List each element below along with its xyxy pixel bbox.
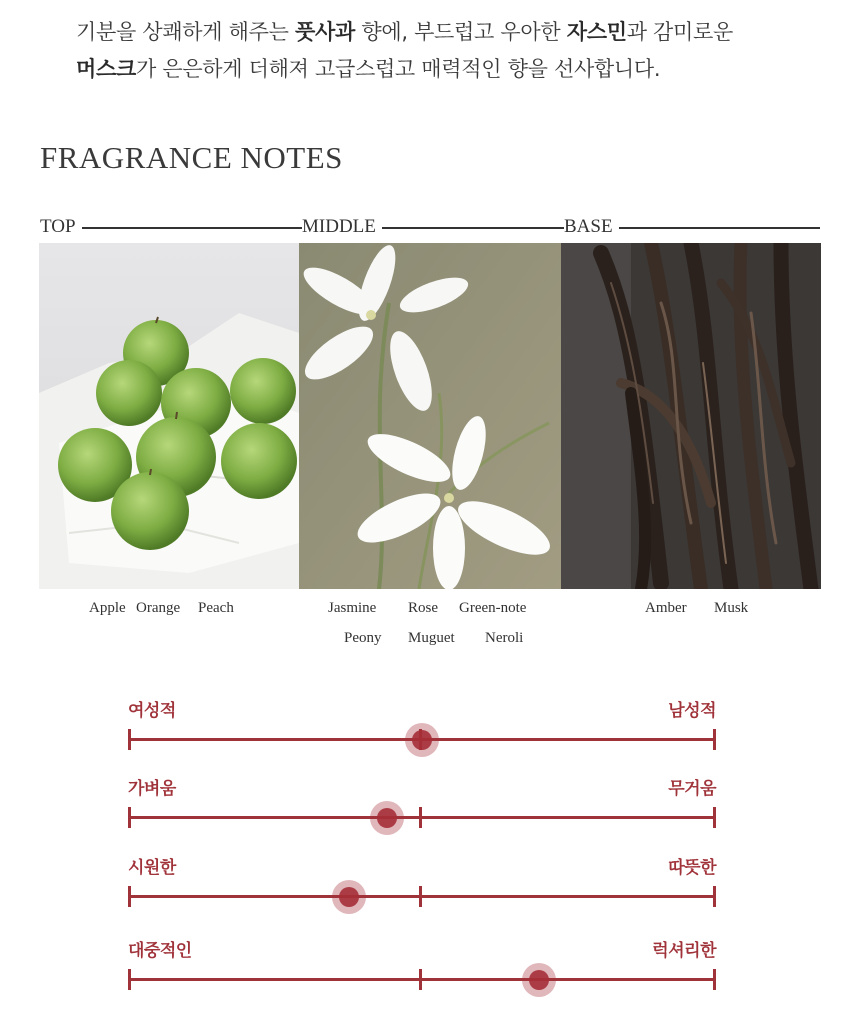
scale-tick — [713, 729, 716, 750]
ingredient-jasmine: Jasmine — [328, 600, 377, 616]
scale-tick — [713, 969, 716, 990]
ingredient-orange: Orange — [136, 600, 181, 616]
scale-tick — [713, 807, 716, 828]
scale-popular-luxury — [128, 936, 716, 996]
divider — [82, 227, 302, 229]
scale-light-heavy — [128, 774, 716, 834]
jasmine-flowers-image — [299, 243, 561, 589]
ingredient-neroli: Neroli — [485, 630, 524, 646]
scale-left-label: 시원한 — [128, 858, 176, 878]
scale-tick — [713, 886, 716, 907]
middle-note-label: MIDDLE — [302, 216, 382, 238]
ingredient-peony: Peony — [344, 630, 382, 646]
scale-cool-warm — [128, 853, 716, 913]
intro-text — [76, 14, 816, 88]
scale-indicator — [370, 801, 404, 835]
scale-track — [130, 816, 714, 819]
scale-tick — [419, 807, 422, 828]
scale-left-label: 여성적 — [128, 701, 176, 721]
scale-left-label: 대중적인 — [128, 941, 192, 961]
intro-line-1: 기분을 상쾌하게 해주는 풋사과 향에, 부드럽고 우아한 자스민과 감미로운 — [76, 20, 733, 44]
scale-right-label: 럭셔리한 — [652, 941, 716, 961]
scale-right-label: 무거움 — [668, 779, 716, 799]
divider — [382, 227, 564, 229]
scale-tick — [128, 729, 131, 750]
scale-feminine-masculine — [128, 696, 716, 756]
scale-right-label: 따뜻한 — [668, 858, 716, 878]
divider — [619, 227, 820, 229]
scale-left-label: 가벼움 — [128, 779, 176, 799]
ingredient-musk: Musk — [714, 600, 749, 616]
green-apples-image — [39, 243, 299, 589]
ingredient-amber: Amber — [645, 600, 687, 616]
base-note-label: BASE — [564, 216, 619, 238]
scale-track — [130, 978, 714, 981]
scale-indicator — [332, 880, 366, 914]
scale-tick — [128, 807, 131, 828]
intro-line-2: 머스크가 은은하게 더해져 고급스럽고 매력적인 향을 선사합니다. — [76, 57, 661, 81]
ingredient-rose: Rose — [408, 600, 438, 616]
base-note-header — [564, 214, 820, 240]
section-title: FRAGRANCE NOTES — [40, 140, 343, 175]
ingredient-peach: Peach — [198, 600, 234, 616]
scale-tick — [128, 969, 131, 990]
ingredient-green-note: Green-note — [459, 600, 527, 616]
top-note-label: TOP — [40, 216, 82, 238]
scale-indicator — [405, 723, 439, 757]
scale-tick — [419, 886, 422, 907]
scale-tick — [419, 969, 422, 990]
scale-indicator — [522, 963, 556, 997]
ingredient-apple: Apple — [89, 600, 126, 616]
scale-right-label: 남성적 — [668, 701, 716, 721]
top-note-header — [40, 214, 302, 240]
ingredient-muguet: Muguet — [408, 630, 455, 646]
scale-track — [130, 895, 714, 898]
scale-tick — [128, 886, 131, 907]
vanilla-pods-image — [561, 243, 821, 589]
middle-note-header — [302, 214, 564, 240]
